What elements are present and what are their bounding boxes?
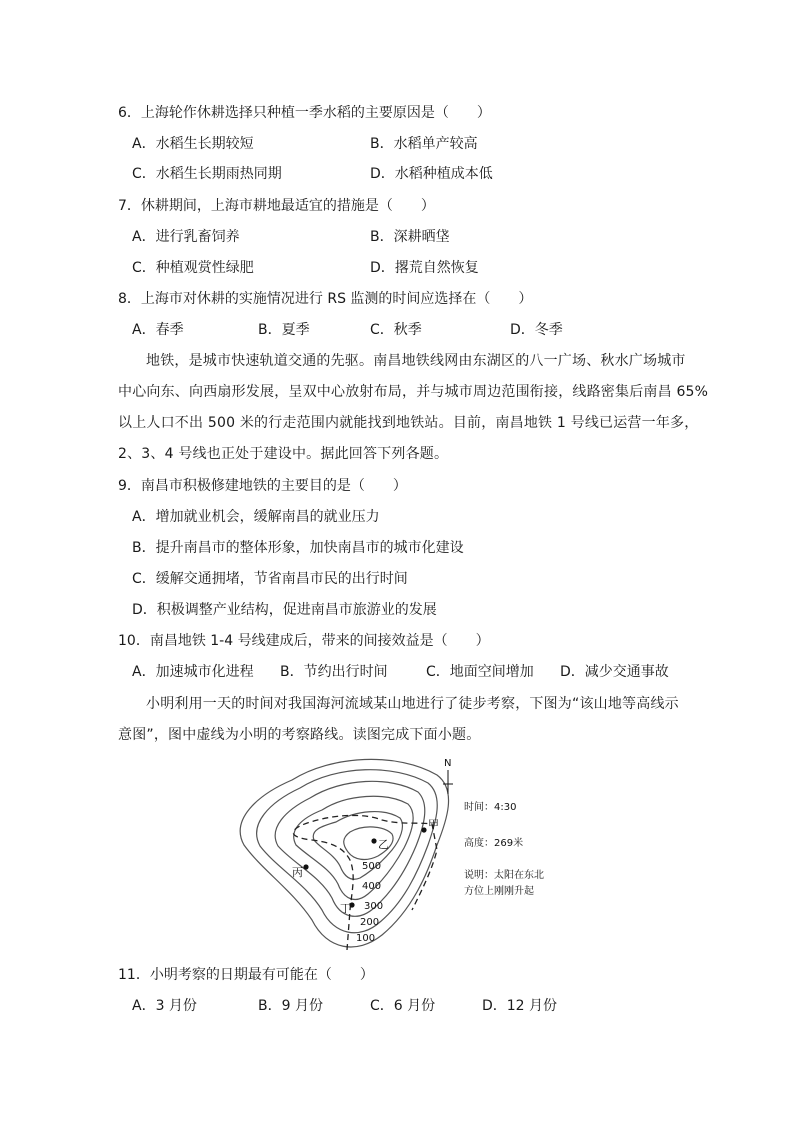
- label-ding: 丁: [340, 902, 351, 915]
- contour-label-300: 300: [364, 901, 384, 912]
- contour-line-100: [240, 759, 448, 947]
- q11-option-c: C．6 月份: [370, 998, 436, 1014]
- q11-option-d: D．12 月份: [482, 998, 558, 1014]
- q9-option-a: A．增加就业机会，缓解南昌的就业压力: [132, 509, 380, 525]
- map-height-label: 高度：269米: [464, 838, 524, 849]
- q9-option-b: B．提升南昌市的整体形象，加快南昌市的城市化建设: [132, 540, 464, 556]
- q11-option-b: B．9 月份: [258, 998, 323, 1014]
- map-time-label: 时间：4:30: [464, 802, 517, 813]
- q6-option-a: A．水稻生长期较短: [132, 136, 254, 152]
- passage1-line1: 地铁，是城市快速轨道交通的先驱。南昌地铁线网由东湖区的八一广场、秋水广场城市: [146, 353, 686, 369]
- passage2-line2: 意图”，图中虚线为小明的考察路线。读图完成下面小题。: [118, 727, 481, 743]
- label-bing: 丙: [292, 866, 303, 879]
- point-yi: [371, 838, 376, 843]
- map-note-line2: 方位上刚刚升起: [464, 886, 534, 897]
- q6-option-b: B．水稻单产较高: [370, 136, 478, 152]
- contour-label-400: 400: [362, 881, 382, 892]
- q9-option-d: D．积极调整产业结构，促进南昌市旅游业的发展: [132, 602, 437, 618]
- q8-option-c: C．秋季: [370, 322, 422, 338]
- q6-stem: 6．上海轮作休耕选择只种植一季水稻的主要原因是（ ）: [118, 105, 491, 121]
- label-yi: 乙: [378, 838, 389, 851]
- contour-label-200: 200: [360, 917, 380, 928]
- contour-map-figure: [232, 750, 562, 955]
- q11-stem: 11．小明考察的日期最有可能在（ ）: [118, 967, 374, 983]
- q10-option-d: D．减少交通事故: [560, 664, 669, 680]
- point-bing: [303, 864, 308, 869]
- q10-option-c: C．地面空间增加: [426, 664, 534, 680]
- passage2-line1: 小明利用一天的时间对我国海河流域某山地进行了徒步考察，下图为“该山地等高线示: [146, 696, 679, 712]
- q6-option-d: D．水稻种植成本低: [370, 166, 493, 182]
- contour-map: [232, 750, 562, 955]
- q6-option-c: C．水稻生长期雨热同期: [132, 166, 282, 182]
- contour-label-100: 100: [356, 933, 376, 944]
- map-note-line1: 说明：太阳在东北: [464, 870, 544, 881]
- q7-stem: 7．休耕期间，上海市耕地最适宜的措施是（ ）: [118, 198, 435, 214]
- passage1-line3: 以上人口不出 500 米的行走范围内就能找到地铁站。目前，南昌地铁 1 号线已运营一年多，: [118, 415, 699, 431]
- q7-option-d: D．撂荒自然恢复: [370, 260, 479, 276]
- point-jia: [421, 827, 426, 832]
- q8-stem: 8．上海市对休耕的实施情况进行 RS 监测的时间应选择在（ ）: [118, 291, 533, 307]
- contour-label-500: 500: [362, 861, 382, 872]
- passage1-line4: 2、3、4 号线也正处于建设中。据此回答下列各题。: [118, 446, 449, 462]
- q8-option-d: D．冬季: [510, 322, 563, 338]
- q7-option-a: A．进行乳畜饲养: [132, 229, 240, 245]
- q7-option-b: B．深耕晒垡: [370, 229, 450, 245]
- q10-option-b: B．节约出行时间: [280, 664, 388, 680]
- passage1-line2: 中心向东、向西扇形发展，呈双中心放射布局，并与城市周边范围衔接，线路密集后南昌 65%: [118, 384, 709, 400]
- q9-option-c: C．缓解交通拥堵，节省南昌市民的出行时间: [132, 571, 408, 587]
- q9-stem: 9．南昌市积极修建地铁的主要目的是（ ）: [118, 478, 407, 494]
- q7-option-c: C．种植观赏性绿肥: [132, 260, 254, 276]
- q10-stem: 10．南昌地铁 1-4 号线建成后，带来的间接效益是（ ）: [118, 633, 490, 649]
- q8-option-a: A．春季: [132, 322, 184, 338]
- q10-option-a: A．加速城市化进程: [132, 664, 254, 680]
- label-jia: 甲: [428, 818, 439, 831]
- q11-option-a: A．3 月份: [132, 998, 197, 1014]
- q8-option-b: B．夏季: [258, 322, 310, 338]
- north-label: N: [444, 758, 452, 769]
